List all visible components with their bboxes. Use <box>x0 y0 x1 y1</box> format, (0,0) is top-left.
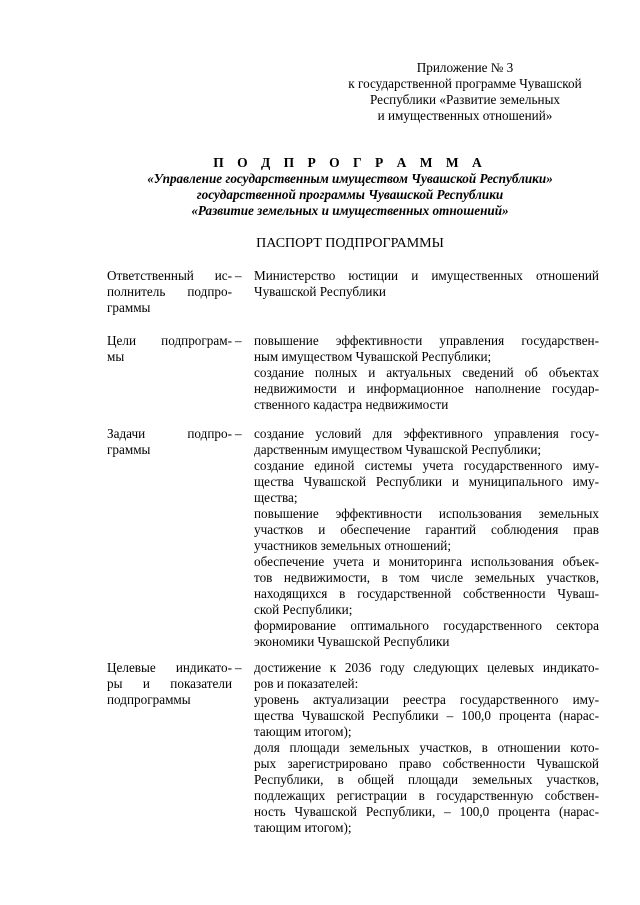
row-paragraph-line: уровень актуализации реестра государственного иму- <box>254 692 599 707</box>
row-paragraph-line: ской Республики; <box>254 602 353 617</box>
row-paragraph-line: дарственным имуществом Чувашской Республики; <box>254 442 542 457</box>
row-label <box>107 268 232 316</box>
row-label-line: Ответственный ис- <box>107 268 232 283</box>
row-label-line: Задачи подпро- <box>107 426 232 441</box>
row-paragraph-line: доля площади земельных участков, в отношении кото- <box>254 740 599 755</box>
title-line: государственной программы Чувашской Республики <box>196 187 504 202</box>
row-dash: – <box>235 333 242 348</box>
row-paragraph-line: повышение эффективности управления государствен- <box>254 333 599 348</box>
row-label-line: мы <box>107 349 125 364</box>
row-content <box>254 426 599 650</box>
appendix-line: Республики «Развитие земельных <box>369 92 561 107</box>
row-label-line: граммы <box>107 442 151 457</box>
row-paragraph-line: тов недвижимости, в том числе земельных участков, <box>254 570 599 585</box>
title-line: «Развитие земельных и имущественных отношений» <box>191 203 509 218</box>
row-paragraph-line: щества Чувашской Республики и муниципального иму- <box>254 474 599 489</box>
row-paragraph-line: недвижимости и информационное наполнение государ- <box>254 381 599 396</box>
row-content <box>254 268 599 300</box>
row-paragraph <box>254 333 599 365</box>
row-paragraph-line: обеспечение учета и мониторинга использования объек- <box>254 554 599 569</box>
row-paragraph-line: ственного кадастра недвижимости <box>254 397 449 412</box>
row-label-line: ры и показатели <box>107 676 232 691</box>
row-paragraph-line: Республики, в общей площади земельных участков, <box>254 772 599 787</box>
row-paragraph-line: ность Чувашской Республики, – 100,0 процента (нарас- <box>254 804 599 819</box>
row-paragraph <box>254 268 599 300</box>
row-paragraph <box>254 618 599 650</box>
row-paragraph-line: щества; <box>254 490 298 505</box>
row-paragraph-line: ным имуществом Чувашской Республики; <box>254 349 492 364</box>
appendix-note <box>330 60 600 124</box>
row-content <box>254 660 599 836</box>
row-label <box>107 333 232 365</box>
row-paragraph-line: участников земельных отношений; <box>254 538 452 553</box>
title-block <box>60 155 640 219</box>
row-paragraph-line: экономики Чувашской Республики <box>254 634 450 649</box>
row-paragraph-line: создание полных и актуальных сведений об объектах <box>254 365 599 380</box>
row-paragraph-line: подлежащих регистрации в государственную собствен- <box>254 788 599 803</box>
row-paragraph <box>254 426 599 458</box>
row-dash: – <box>235 426 242 441</box>
row-paragraph-line: достижение к 2036 году следующих целевых индикато- <box>254 660 599 675</box>
row-dash: – <box>235 660 242 675</box>
row-paragraph <box>254 692 599 740</box>
row-paragraph <box>254 506 599 554</box>
row-label <box>107 426 232 458</box>
row-label <box>107 660 232 708</box>
row-paragraph-line: ров и показателей: <box>254 676 359 691</box>
passport-title: ПАСПОРТ ПОДПРОГРАММЫ <box>256 236 444 251</box>
row-paragraph <box>254 365 599 413</box>
appendix-line: к государственной программе Чувашской <box>348 76 582 91</box>
row-paragraph-line: щества Чувашской Республики – 100,0 процента (нарас- <box>254 708 599 723</box>
row-paragraph-line: участков и обеспечение гарантий соблюдения прав <box>254 522 599 537</box>
row-paragraph-line: рых зарегистрировано право собственности Чувашской <box>254 756 599 771</box>
row-paragraph-line: Министерство юстиции и имущественных отношений <box>254 268 599 283</box>
row-paragraph-line: создание единой системы учета государственного иму- <box>254 458 599 473</box>
title-line: «Управление государственным имуществом Чувашской Республики» <box>147 171 553 186</box>
row-paragraph-line: Чувашской Республики <box>254 284 386 299</box>
row-dash: – <box>235 268 242 283</box>
row-label-line: граммы <box>107 300 151 315</box>
row-paragraph <box>254 554 599 618</box>
row-paragraph <box>254 740 599 836</box>
row-label-line: полнитель подпро- <box>107 284 232 299</box>
subprogram-label: П О Д П Р О Г Р А М М А <box>213 155 487 170</box>
row-paragraph-line: тающим итогом); <box>254 724 352 739</box>
row-paragraph-line: создание условий для эффективного управления госу- <box>254 426 599 441</box>
row-label-line: Цели подпрограм- <box>107 333 232 348</box>
row-paragraph <box>254 660 599 692</box>
row-label-line: подпрограммы <box>107 692 191 707</box>
row-paragraph <box>254 458 599 506</box>
appendix-line: и имущественных отношений» <box>377 108 553 123</box>
row-label-line: Целевые индикато- <box>107 660 232 675</box>
row-paragraph-line: тающим итогом); <box>254 820 352 835</box>
row-paragraph-line: находящихся в государственной собственности Чуваш- <box>254 586 599 601</box>
row-paragraph-line: формирование оптимального государственного сектора <box>254 618 599 633</box>
appendix-line: Приложение № 3 <box>416 60 514 75</box>
row-content <box>254 333 599 413</box>
row-paragraph-line: повышение эффективности использования земельных <box>254 506 599 521</box>
